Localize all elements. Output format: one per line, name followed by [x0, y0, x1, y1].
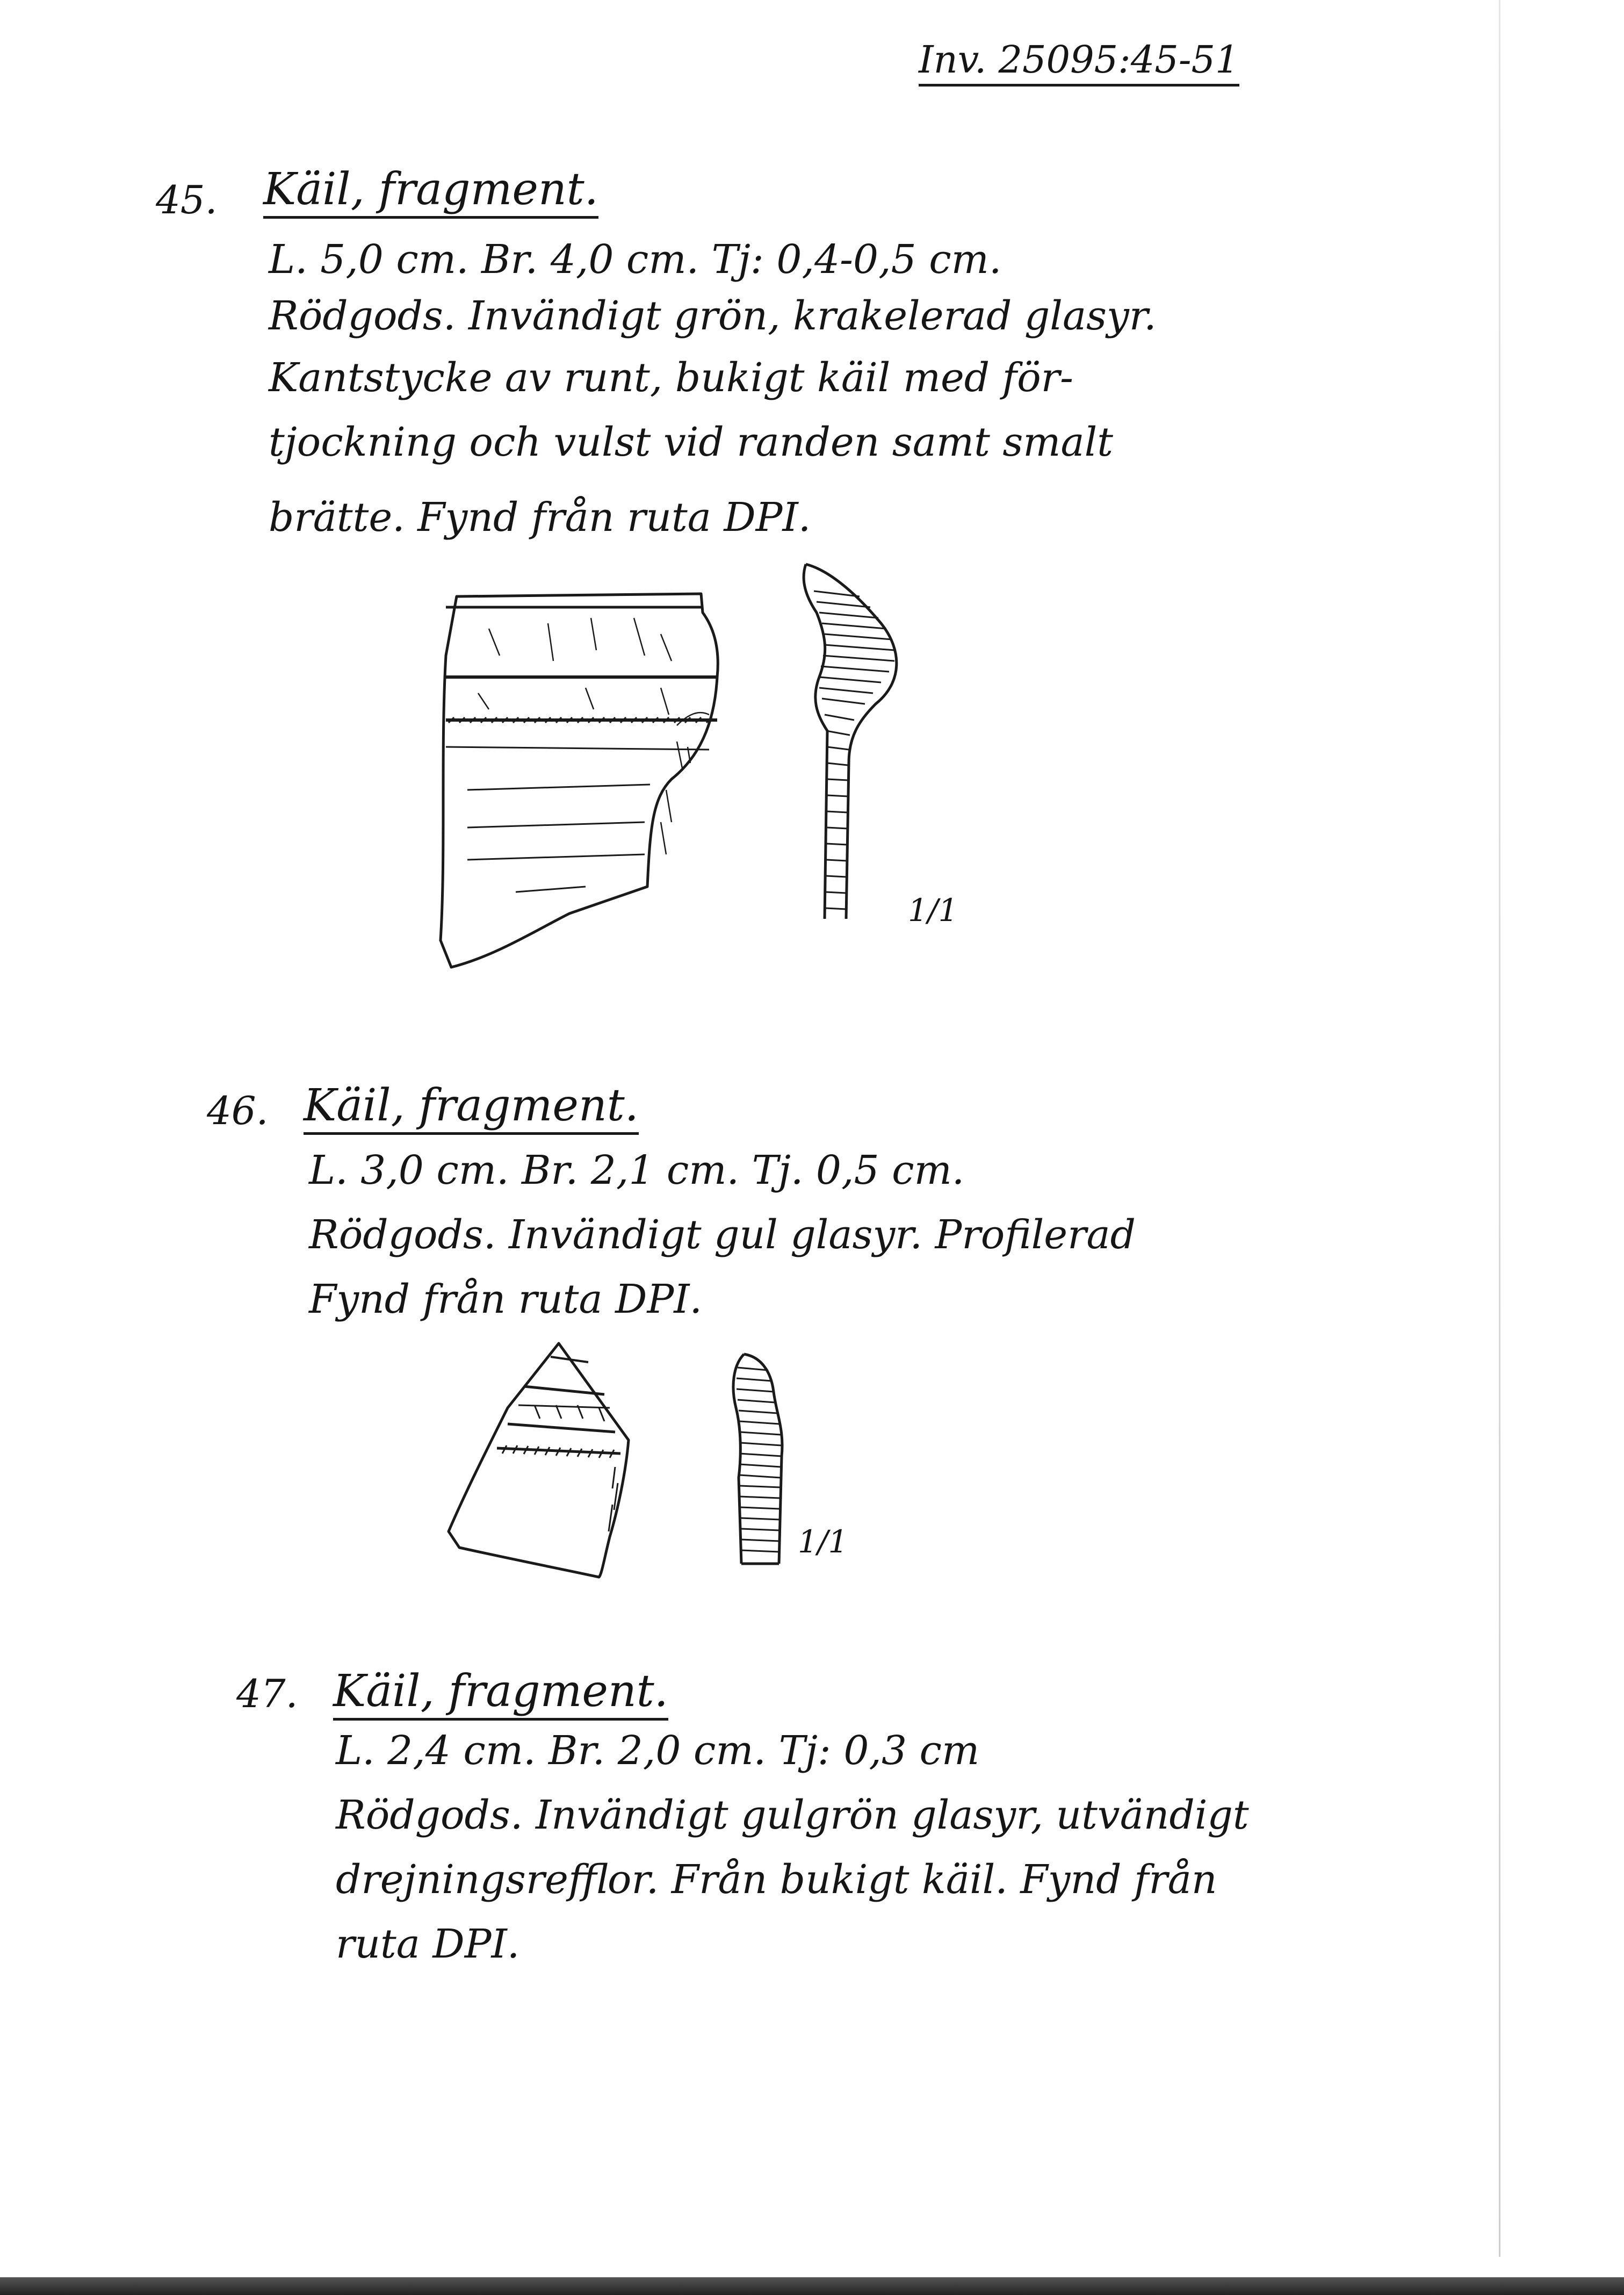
entry-45-scale: 1/1	[908, 892, 958, 929]
entry-47-line-3: drejningsrefflor. Från bukigt käil. Fynd från	[336, 1857, 1217, 1903]
entry-46-number: 46.	[207, 1088, 269, 1133]
entry-46-profile-drawing	[723, 1349, 798, 1569]
entry-46-title: Käil, fragment.	[304, 1080, 639, 1135]
entry-46-line-2: Rödgods. Invändigt gul glasyr. Profilerad	[309, 1212, 1136, 1258]
entry-47-line-1: L. 2,4 cm. Br. 2,0 cm. Tj: 0,3 cm	[336, 1728, 980, 1774]
entry-45-line-1: L. 5,0 cm. Br. 4,0 cm. Tj: 0,4-0,5 cm.	[269, 236, 1002, 283]
entry-45-line-2: Rödgods. Invändigt grön, krakelerad glasyr.	[269, 293, 1157, 339]
page-edge-bottom	[0, 2277, 1624, 2295]
entry-47-title: Käil, fragment.	[333, 1666, 668, 1721]
inventory-number: Inv. 25095:45-51	[919, 38, 1239, 87]
entry-47-line-2: Rödgods. Invändigt gulgrön glasyr, utvändigt	[336, 1792, 1249, 1838]
entry-46-line-3: Fynd från ruta DPI.	[309, 1276, 703, 1322]
page-edge-right	[1499, 0, 1500, 2257]
entry-46-line-1: L. 3,0 cm. Br. 2,1 cm. Tj. 0,5 cm.	[309, 1147, 965, 1193]
entry-45-profile-drawing	[795, 559, 919, 930]
entry-46-sherd-drawing	[443, 1333, 642, 1585]
entry-45-title: Käil, fragment.	[263, 164, 598, 219]
entry-47-line-4: ruta DPI.	[336, 1921, 520, 1967]
entry-46-scale: 1/1	[798, 1523, 848, 1560]
entry-47-number: 47.	[236, 1671, 298, 1716]
entry-45-sherd-drawing	[408, 586, 731, 978]
entry-45-line-3: Kantstycke av runt, bukigt käil med för-	[269, 355, 1073, 401]
entry-45-line-5: brätte. Fynd från ruta DPI.	[269, 494, 811, 541]
entry-45-number: 45.	[156, 177, 218, 222]
entry-45-line-4: tjockning och vulst vid randen samt smalt	[269, 419, 1113, 465]
